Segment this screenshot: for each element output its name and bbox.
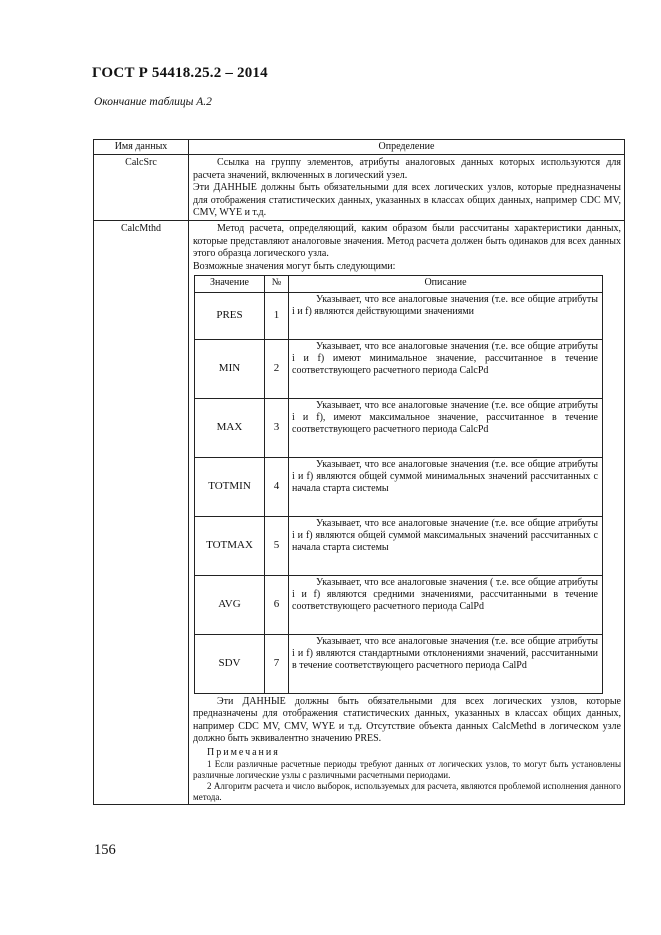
method-num: 6 <box>265 576 289 635</box>
method-desc-text: Указывает, что все аналоговые значения (т.е. все общие атрибуты i и f) являются общей суммой минимальных значений рассчитанных с начала старта системы <box>292 459 598 494</box>
method-desc-text: Указывает, что все аналоговые значения ( т.е. все общие атрибуты i и f) являются средними значениями, рассчитанными в течение соответствующего расчетного периода CalPd <box>292 577 598 612</box>
inner-header-row <box>195 276 603 293</box>
table-row <box>195 576 603 635</box>
table-row <box>195 399 603 458</box>
definition-paragraph: Ссылка на группу элементов, атрибуты аналоговых данных которых используются для расчета значений, включенных в логический узел. <box>193 157 621 181</box>
inner-header-desc: Описание <box>289 276 603 293</box>
method-desc <box>289 635 603 694</box>
table-row <box>94 221 625 805</box>
note-item: 1 Если различные расчетные периоды требуют данных от логических узлов, то могут быть установлены различные логические узлы с различными расчетными периодами. <box>193 759 621 781</box>
method-num: 7 <box>265 635 289 694</box>
table-row <box>195 340 603 399</box>
header-definition: Определение <box>189 140 625 155</box>
method-value: AVG <box>195 576 265 635</box>
row-definition-calcmthd <box>189 221 625 805</box>
note-item: 2 Алгоритм расчета и число выборок, используемых для расчета, являются проблемой исполнения данного метода. <box>193 781 621 803</box>
method-desc <box>289 399 603 458</box>
method-desc <box>289 517 603 576</box>
header-data-name: Имя данных <box>94 140 189 155</box>
definition-paragraph: Эти ДАННЫЕ должны быть обязательными для всех логических узлов, которые предназначены для отображения статистических данных, указанных в классах общих данных, например CDC MV, CMV, WYE и т.д. Отсутствие объекта данных CalcMethd в логическом узле должно быть эквивалентно значению PRES. <box>193 696 621 745</box>
method-desc-text: Указывает, что все аналоговые значения (т.е. все общие атрибуты i и f) являются действующими значениями <box>292 294 598 317</box>
table-row <box>195 458 603 517</box>
table-row <box>195 635 603 694</box>
method-desc <box>289 458 603 517</box>
row-name-calcmthd: CalcMthd <box>94 221 189 805</box>
notes-heading: Примечания <box>207 746 280 758</box>
method-num: 3 <box>265 399 289 458</box>
table-row <box>195 517 603 576</box>
inner-header-num: № <box>265 276 289 293</box>
method-desc <box>289 293 603 340</box>
definition-paragraph: Возможные значения могут быть следующими: <box>193 260 396 272</box>
row-name-calcsrc: CalcSrc <box>94 155 189 221</box>
method-desc-text: Указывает, что все аналоговые значение (т.е. все общие атрибуты i и f) являются общей суммой максимальных значений рассчитанных с начала старта системы <box>292 518 598 553</box>
definition-paragraph: Метод расчета, определяющий, каким образом были рассчитаны характеристики данных, которые представляют аналоговые значения. Метод расчета должен быть одинаков для всех данных этого образца логического узла. <box>193 223 621 260</box>
method-num: 2 <box>265 340 289 399</box>
method-value: TOTMAX <box>195 517 265 576</box>
page-number: 156 <box>94 842 116 858</box>
table-row <box>94 155 625 221</box>
method-desc-text: Указывает, что все аналоговые значения (т.е. все общие атрибуты i и f) имеют минимальное значение, рассчитанное в течение соответствующего расчетного периода CalcPd <box>292 341 598 376</box>
method-value: PRES <box>195 293 265 340</box>
method-values-table <box>194 275 603 694</box>
definition-table <box>93 139 625 805</box>
method-value: MAX <box>195 399 265 458</box>
method-value: SDV <box>195 635 265 694</box>
table-header-row <box>94 140 625 155</box>
method-desc-text: Указывает, что все аналоговые значение (т.е. все общие атрибуты i и f), имеют максимальное значение, рассчитанное в течение соответствующего расчетного периода CalcPd <box>292 400 598 435</box>
standard-title: ГОСТ Р 54418.25.2 – 2014 <box>92 65 268 81</box>
definition-paragraph: Эти ДАННЫЕ должны быть обязательными для всех логических узлов, которые предназначены для отображения статистических данных, указанных в классах общих данных, например CDC MV, CMV, WYE и т.д. <box>193 182 621 219</box>
method-num: 1 <box>265 293 289 340</box>
inner-header-value: Значение <box>195 276 265 293</box>
method-desc-text: Указывает, что все аналоговые значения (т.е. все общие атрибуты i и f) являются стандартными отклонениями значений, рассчитанными в течение соответствующего расчетного периода CalPd <box>292 636 598 671</box>
method-value: TOTMIN <box>195 458 265 517</box>
method-num: 5 <box>265 517 289 576</box>
table-row <box>195 293 603 340</box>
method-desc <box>289 340 603 399</box>
table-continuation-caption: Окончание таблицы А.2 <box>94 96 212 108</box>
row-definition-calcsrc <box>189 155 625 221</box>
method-num: 4 <box>265 458 289 517</box>
method-desc <box>289 576 603 635</box>
method-value: MIN <box>195 340 265 399</box>
